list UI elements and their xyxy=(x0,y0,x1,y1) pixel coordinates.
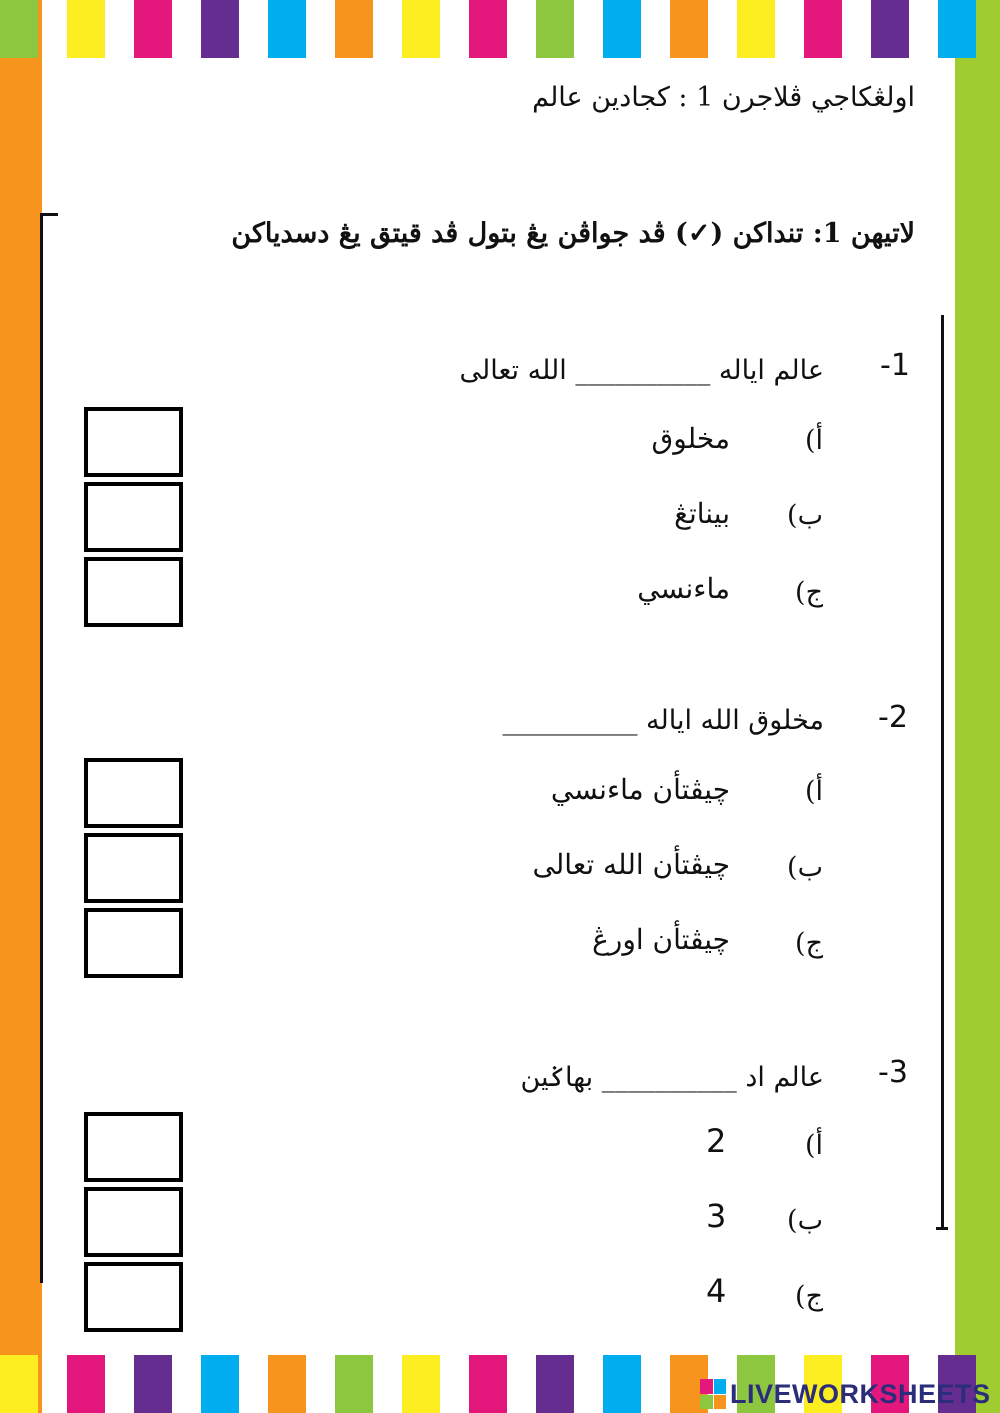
question-2-option-b-text: چيڤتأن الله تعالى xyxy=(532,848,730,881)
stripe xyxy=(603,0,641,58)
stripe xyxy=(402,0,440,58)
question-1-option-c-checkbox[interactable] xyxy=(84,557,183,627)
stripe xyxy=(603,1355,641,1413)
stripe xyxy=(804,0,842,58)
stripe xyxy=(670,0,708,58)
question-1-option-a-letter: أ) xyxy=(804,425,823,456)
stripe xyxy=(335,0,373,58)
question-3-option-a-checkbox[interactable] xyxy=(84,1112,183,1182)
question-1-option-b-text: بيناتڠ xyxy=(674,497,730,530)
stripe xyxy=(402,1355,440,1413)
stripe xyxy=(469,1355,507,1413)
question-3-number: -3 xyxy=(878,1055,908,1090)
stripe xyxy=(469,0,507,58)
question-2-number: -2 xyxy=(878,700,908,735)
question-1-option-a-text: مخلوق xyxy=(651,422,730,455)
question-1-option-b-checkbox[interactable] xyxy=(84,482,183,552)
question-3-option-b-text: 3 xyxy=(706,1197,727,1235)
logo-icon-square xyxy=(700,1379,713,1394)
stripe xyxy=(67,0,105,58)
stripe xyxy=(268,1355,306,1413)
question-3-option-c-letter: ج) xyxy=(795,1281,823,1312)
stripe xyxy=(938,0,976,58)
question-3-option-c-checkbox[interactable] xyxy=(84,1262,183,1332)
question-2-option-c-text: چيڤتأن اورڠ xyxy=(592,923,730,956)
question-2-option-a-checkbox[interactable] xyxy=(84,758,183,828)
stripe xyxy=(335,1355,373,1413)
question-3-option-b-checkbox[interactable] xyxy=(84,1187,183,1257)
right-green-border xyxy=(955,0,1000,1413)
question-3-option-c-text: 4 xyxy=(706,1272,727,1310)
question-1-number: -1 xyxy=(880,348,910,383)
left-orange-border xyxy=(0,0,42,1413)
stripe xyxy=(0,1355,38,1413)
logo-icon-square xyxy=(714,1379,727,1394)
stripe xyxy=(67,1355,105,1413)
question-2-option-a-letter: أ) xyxy=(804,776,823,807)
question-2-option-b-checkbox[interactable] xyxy=(84,833,183,903)
question-2-text: مخلوق الله اياله __________ xyxy=(502,705,824,736)
stripe xyxy=(536,0,574,58)
question-2-option-b-letter: ب) xyxy=(787,852,823,883)
question-3-option-a-text: 2 xyxy=(706,1122,727,1160)
question-1-text: عالم اياله __________ الله تعالى xyxy=(459,355,824,386)
stripe xyxy=(737,0,775,58)
stripe xyxy=(0,0,38,58)
liveworksheets-logo-text: LIVEWORKSHEETS xyxy=(730,1378,991,1409)
liveworksheets-icon xyxy=(700,1379,726,1409)
question-3-text: عالم اد __________ بهاݢين xyxy=(520,1062,824,1093)
question-1-option-c-text: ماءنسي xyxy=(637,572,730,605)
question-2-option-c-checkbox[interactable] xyxy=(84,908,183,978)
stripe xyxy=(201,0,239,58)
stripe xyxy=(134,0,172,58)
stripe xyxy=(871,0,909,58)
question-1-option-c-letter: ج) xyxy=(795,577,823,608)
logo-icon-square xyxy=(714,1395,727,1410)
stripe xyxy=(134,1355,172,1413)
question-3-option-a-letter: أ) xyxy=(804,1130,823,1161)
logo-icon-square xyxy=(700,1395,713,1410)
stripe xyxy=(201,1355,239,1413)
question-2-option-c-letter: ج) xyxy=(795,928,823,959)
question-2-option-a-text: چيڤتأن ماءنسي xyxy=(550,773,730,806)
question-3-option-b-letter: ب) xyxy=(787,1205,823,1236)
left-bracket-line xyxy=(40,213,58,1283)
top-stripe-border xyxy=(0,0,1000,58)
stripe xyxy=(536,1355,574,1413)
liveworksheets-logo[interactable] xyxy=(700,1376,991,1412)
question-1-option-b-letter: ب) xyxy=(787,500,823,531)
stripe xyxy=(268,0,306,58)
question-1-option-a-checkbox[interactable] xyxy=(84,407,183,477)
right-bracket-line xyxy=(936,315,948,1230)
exercise-instruction: لاتيهن 1: تنداكن (✓) ڤد جواڤن يڠ بتول ڤد قيتق يڠ دسدياكن xyxy=(231,218,915,249)
worksheet-heading: اولڠكاجي ڤلاجرن 1 : كجادين عالم xyxy=(532,82,915,113)
